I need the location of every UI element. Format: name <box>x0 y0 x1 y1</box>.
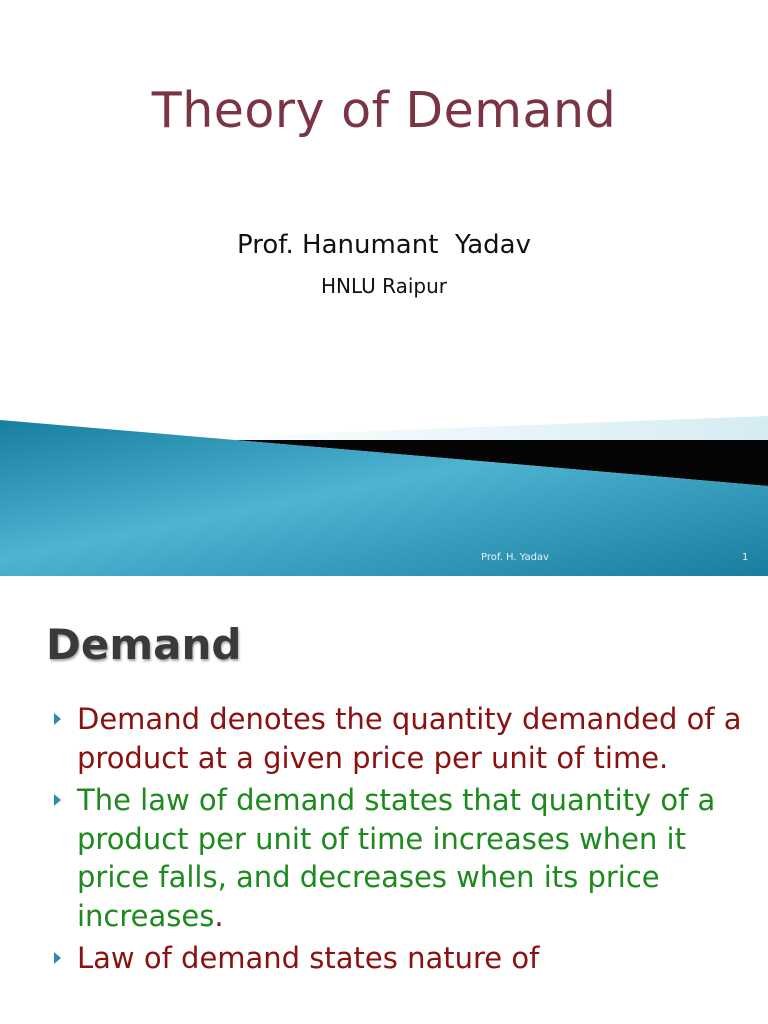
bullet-item <box>52 700 742 777</box>
author-name: Prof. Hanumant Yadav <box>237 230 531 260</box>
author-affiliation: HNLU Raipur <box>320 274 447 298</box>
footer-author: Prof. H. Yadav <box>481 552 549 563</box>
triangle-right-icon <box>54 713 61 725</box>
bullet-text: The law of demand states that quantity of a product per unit of time increases when it price falls, and decreases when its price increases <box>77 783 716 933</box>
decorative-wave-band <box>0 412 768 576</box>
bullet-period: . <box>214 898 224 933</box>
bullet-text: Demand denotes the quantity demanded of a product at a given price per unit of time. <box>77 702 742 775</box>
triangle-right-icon <box>54 794 61 806</box>
triangle-right-icon <box>54 952 61 964</box>
bullet-list <box>52 700 742 982</box>
slide-heading: Demand <box>46 620 242 669</box>
bullet-text: Law of demand states nature of <box>77 941 540 975</box>
slide-demand <box>0 578 768 1024</box>
bullet-item <box>52 781 742 935</box>
slide-title-heading: Theory of Demand <box>151 82 617 139</box>
pale-stripe <box>190 416 768 440</box>
slide-number: 1 <box>742 552 749 563</box>
bullet-item <box>52 939 742 978</box>
